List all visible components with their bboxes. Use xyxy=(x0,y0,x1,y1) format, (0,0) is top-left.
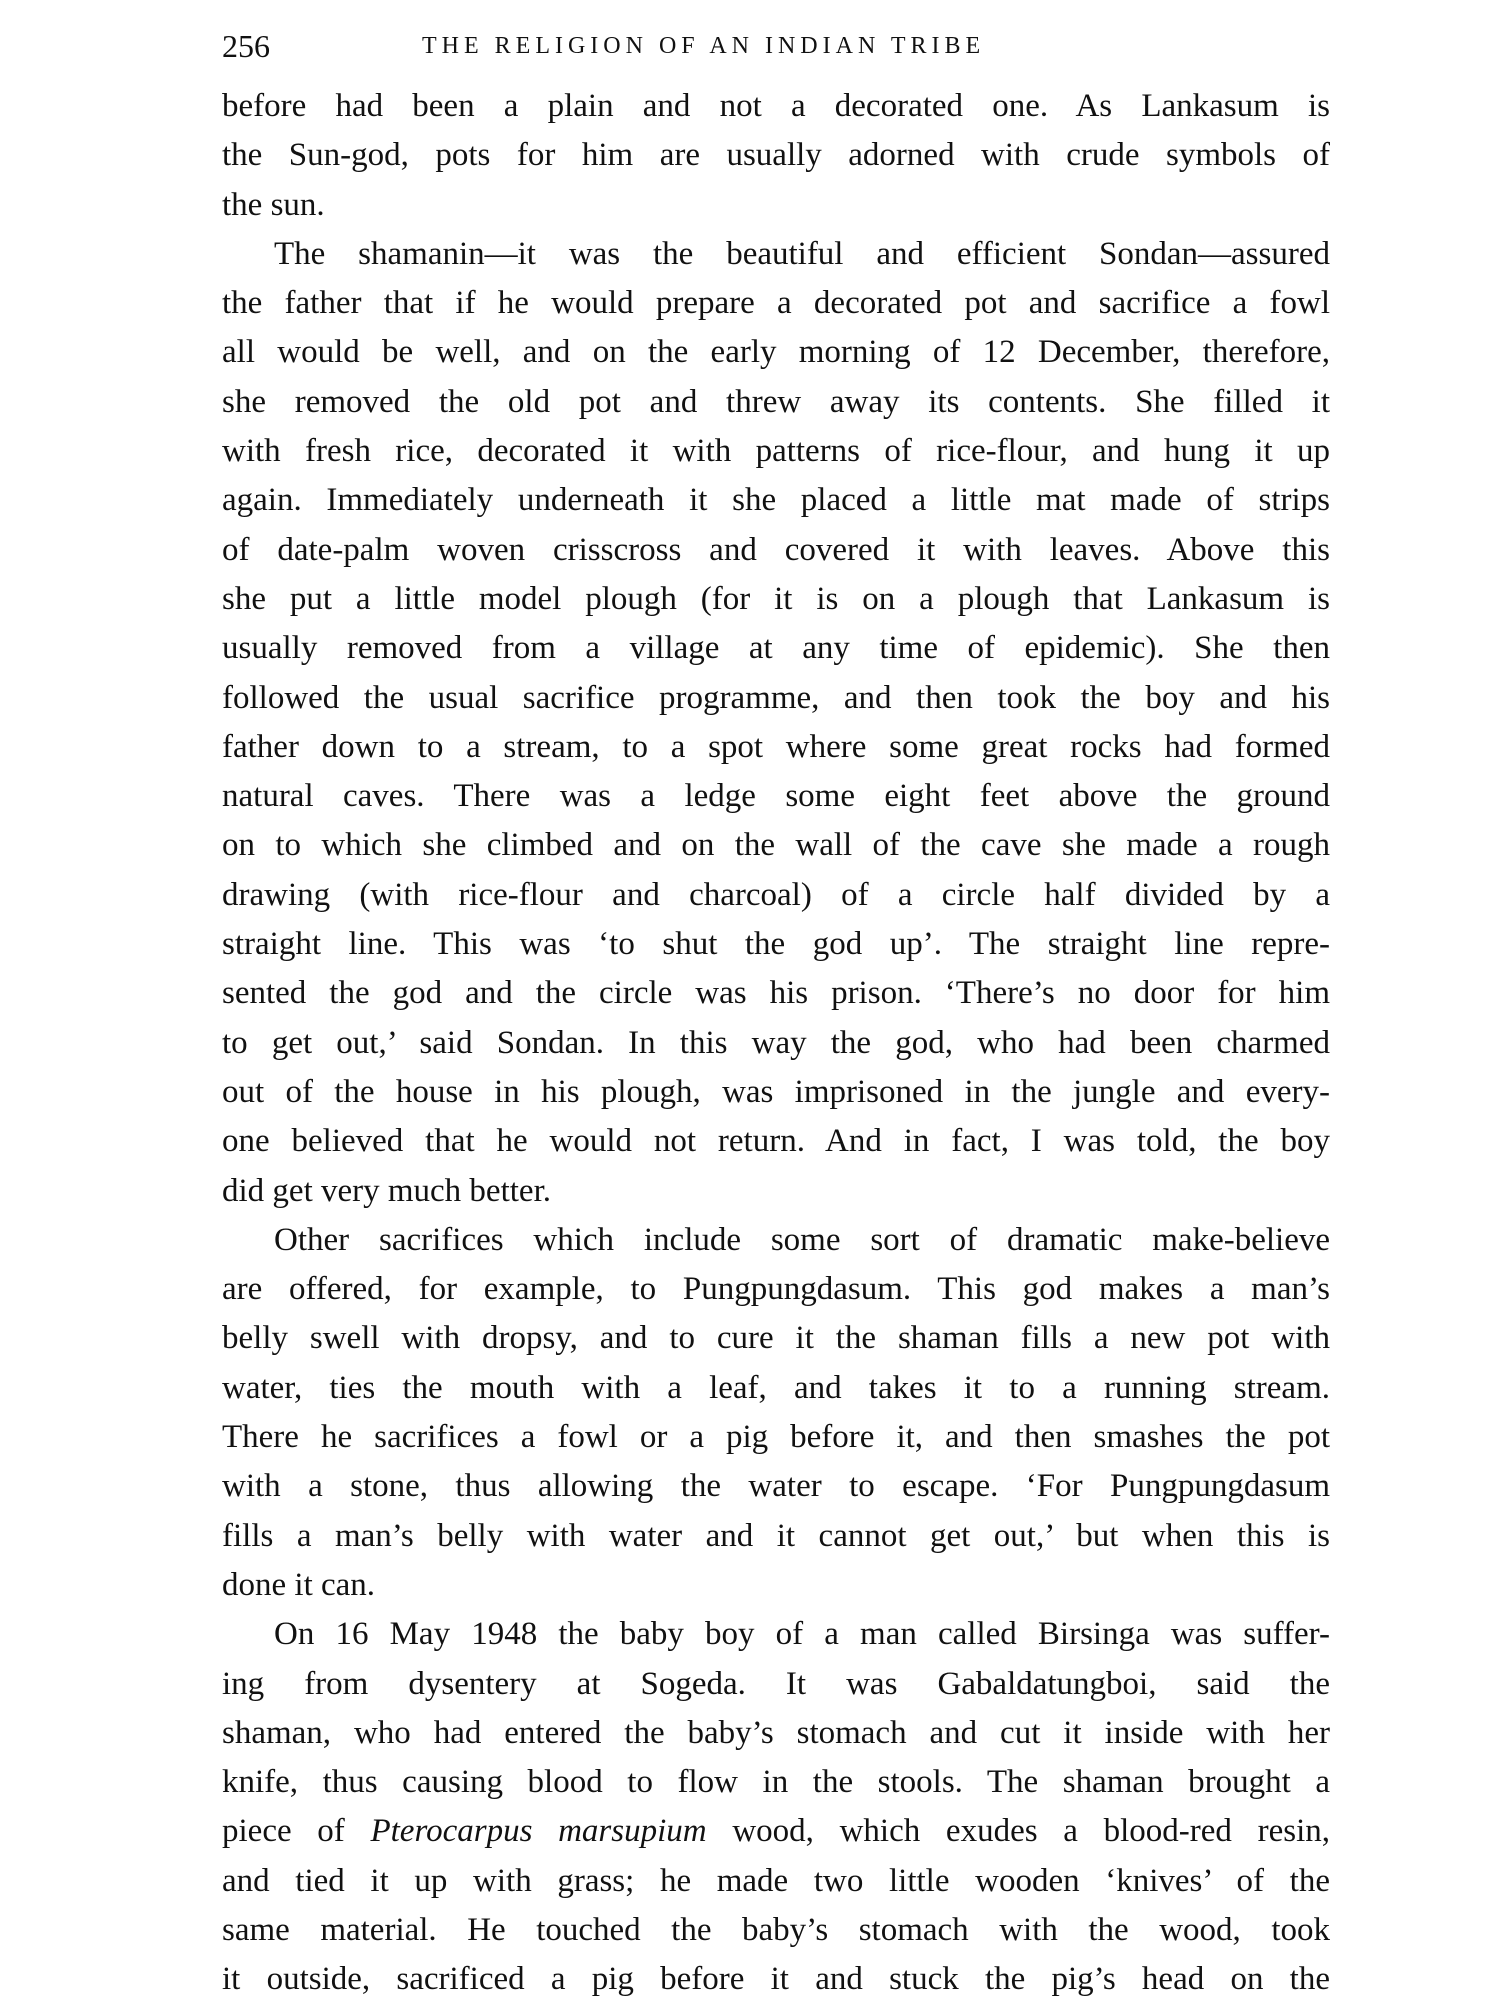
text-line: On 16 May 1948 the baby boy of a man called Birsinga was suffer- xyxy=(274,1616,1330,1653)
book-page xyxy=(222,20,1330,2005)
text-line: out of the house in his plough, was imprisoned in the jungle and every- xyxy=(222,1073,1330,1110)
text-line: There he sacrifices a fowl or a pig before it, and then smashes the pot xyxy=(222,1419,1330,1456)
page-number: 256 xyxy=(222,28,270,64)
text-line: knife, thus causing blood to flow in the stools. The shaman brought a xyxy=(222,1764,1330,1801)
text-line: followed the usual sacrifice programme, and then took the boy and his xyxy=(222,679,1330,716)
body-text xyxy=(222,82,1330,2005)
paragraph-2 xyxy=(222,230,1330,1216)
text-line: on to which she climbed and on the wall of the cave she made a rough xyxy=(222,827,1330,864)
text-line: the father that if he would prepare a decorated pot and sacrifice a fowl xyxy=(222,285,1330,322)
text-line: drawing (with rice-flour and charcoal) of a circle half divided by a xyxy=(222,876,1330,913)
text-line: water, ties the mouth with a leaf, and takes it to a running stream. xyxy=(222,1369,1330,1406)
text-line: The shamanin—it was the beautiful and efficient Sondan—assured xyxy=(274,235,1330,272)
text-line: with fresh rice, decorated it with patterns of rice-flour, and hung it up xyxy=(222,433,1330,470)
text-line: Other sacrifices which include some sort of dramatic make-believe xyxy=(274,1221,1330,1258)
text-line-with-italic xyxy=(222,1807,1330,1856)
text-line: and tied it up with grass; he made two little wooden ‘knives’ of the xyxy=(222,1862,1330,1899)
text-line: all would be well, and on the early morning of 12 December, therefore, xyxy=(222,334,1330,371)
text-line: are offered, for example, to Pungpungdasum. This god makes a man’s xyxy=(222,1271,1330,1308)
text-line: usually removed from a village at any time of epidemic). She then xyxy=(222,630,1330,667)
text-line: same material. He touched the baby’s stomach with the wood, took xyxy=(222,1911,1330,1948)
text-line: before had been a plain and not a decorated one. As Lankasum is xyxy=(222,88,1330,124)
paragraph-3 xyxy=(222,1216,1330,1610)
text-line: shaman, who had entered the baby’s stomach and cut it inside with her xyxy=(222,1714,1330,1751)
text-line: of date-palm woven crisscross and covered it with leaves. Above this xyxy=(222,531,1330,568)
text-line: straight line. This was ‘to shut the god up’. The straight line repre- xyxy=(222,926,1330,963)
text-line: it outside, sacrificed a pig before it and stuck the pig’s head on the xyxy=(222,1961,1330,1998)
text-line: done it can. xyxy=(222,1566,376,1603)
text-line: again. Immediately underneath it she placed a little mat made of strips xyxy=(222,482,1330,519)
text-line: natural caves. There was a ledge some eight feet above the ground xyxy=(222,778,1330,815)
text-line: belly swell with dropsy, and to cure it the shaman fills a new pot with xyxy=(222,1320,1330,1357)
text-line: one believed that he would not return. And in fact, I was told, the boy xyxy=(222,1123,1330,1160)
text-line: to get out,’ said Sondan. In this way the god, who had been charmed xyxy=(222,1024,1330,1061)
paragraph-1 xyxy=(222,82,1330,230)
text-line: ing from dysentery at Sogeda. It was Gabaldatungboi, said the xyxy=(222,1665,1330,1702)
species-name: Pterocarpus marsupium xyxy=(370,1813,707,1850)
text-line: sented the god and the circle was his prison. ‘There’s no door for him xyxy=(222,975,1330,1012)
text-line: fills a man’s belly with water and it cannot get out,’ but when this is xyxy=(222,1517,1330,1554)
text-line: she put a little model plough (for it is on a plough that Lankasum is xyxy=(222,580,1330,617)
text-line: father down to a stream, to a spot where some great rocks had formed xyxy=(222,728,1330,765)
text-line: did get very much better. xyxy=(222,1172,551,1209)
text-run: piece of xyxy=(222,1813,371,1850)
text-line: the Sun-god, pots for him are usually adorned with crude symbols of xyxy=(222,137,1330,174)
text-line: the sun. xyxy=(222,186,325,223)
text-run: wood, which exudes a blood-red resin, xyxy=(706,1813,1330,1850)
text-line: she removed the old pot and threw away its contents. She filled it xyxy=(222,383,1330,420)
paragraph-4 xyxy=(222,1610,1330,2004)
running-head xyxy=(222,20,1330,72)
running-head-title: THE RELIGION OF AN INDIAN TRIBE xyxy=(422,33,986,59)
text-line: with a stone, thus allowing the water to escape. ‘For Pungpungdasum xyxy=(222,1468,1330,1505)
